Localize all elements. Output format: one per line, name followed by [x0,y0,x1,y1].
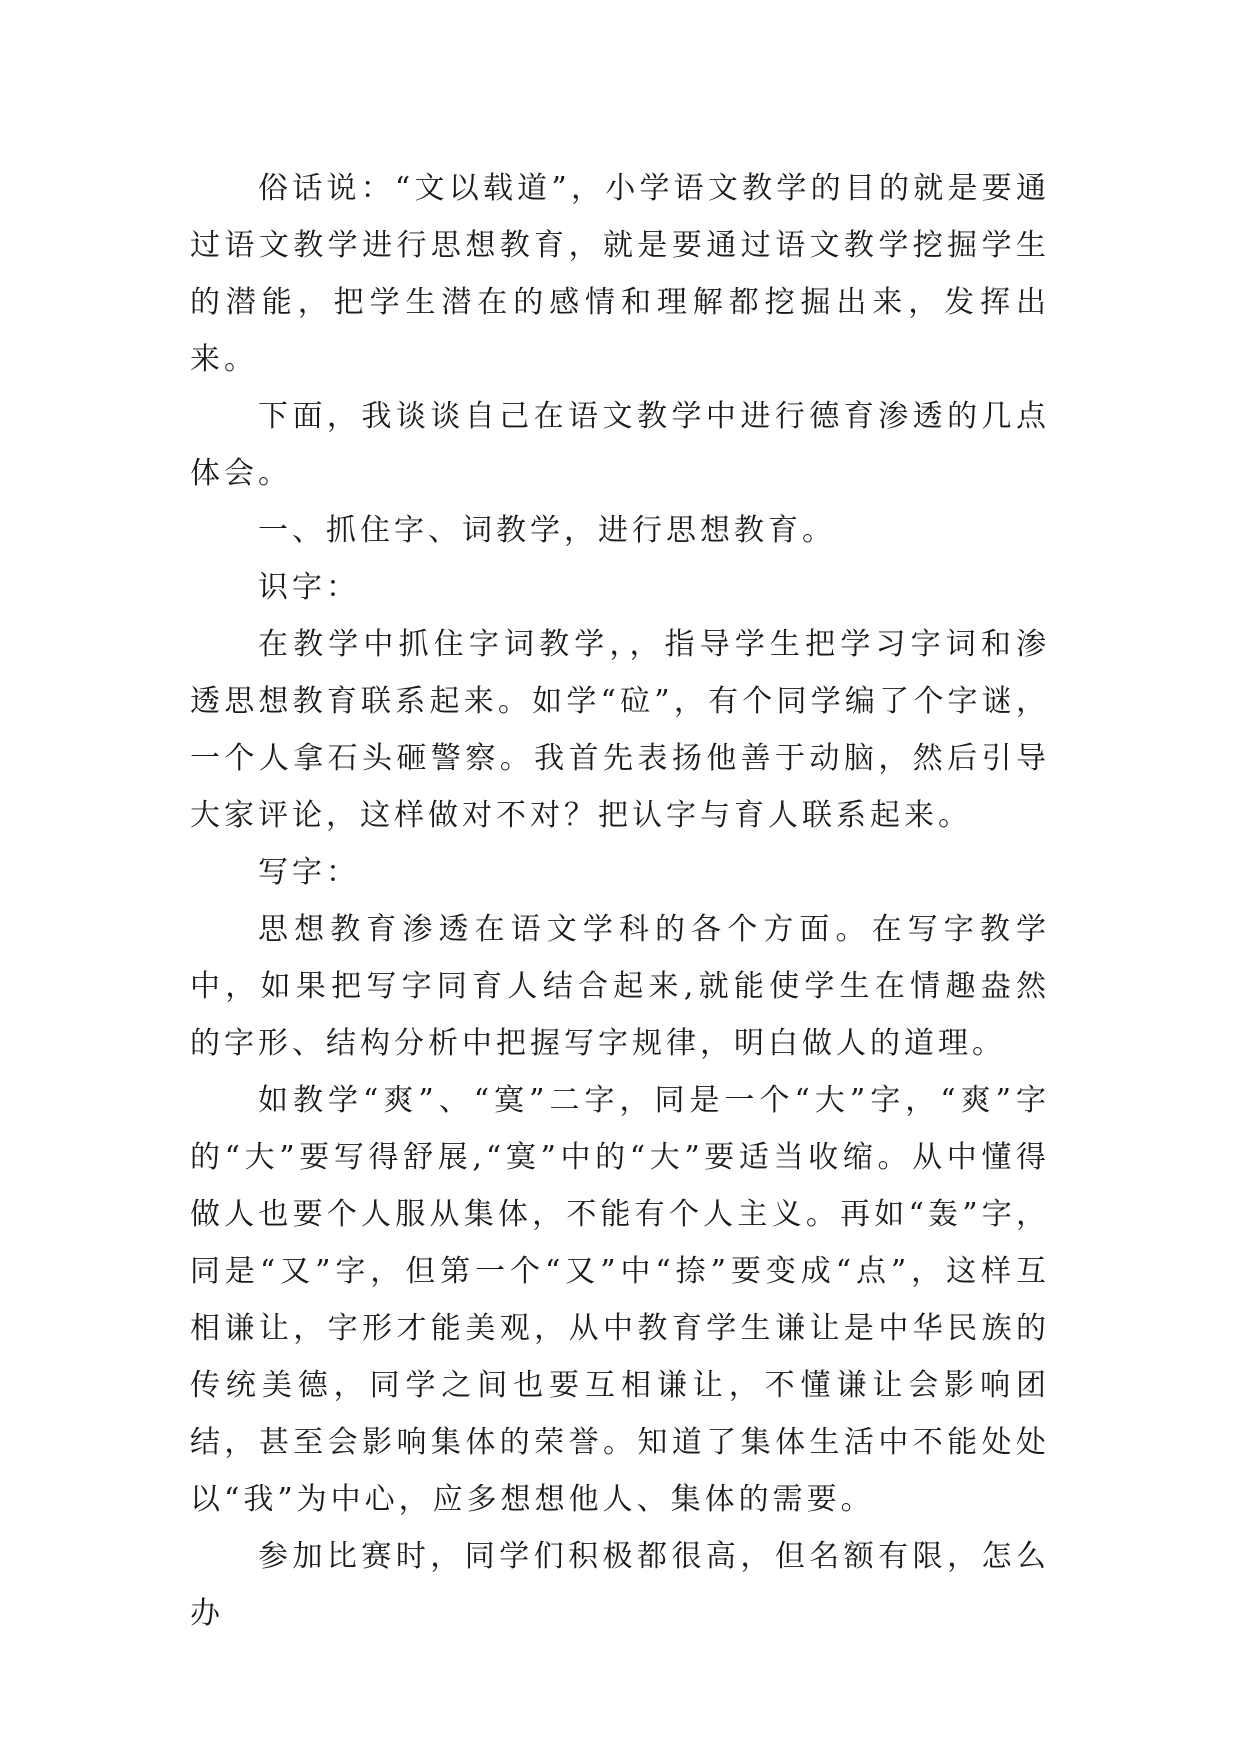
section-heading-1: 一、抓住字、词教学，进行思想教育。 [258,513,836,548]
paragraph-competition: 参加比赛时，同学们积极都很高，但名额有限，怎么办 [190,1539,1050,1631]
paragraph-intro: 俗话说：“文以载道”，小学语文教学的目的就是要通过语文教学进行思想教育，就是要通过语文教学挖掘学生的潜能，把学生潜在的感情和理解都挖掘出来，发挥出来。 [190,171,1050,377]
paragraph-overview: 下面，我谈谈自己在语文教学中进行德育渗透的几点体会。 [190,399,1050,491]
paragraph-writing: 思想教育渗透在语文学科的各个方面。在写字教学中，如果把写字同育人结合起来,就能使学生在情趣盎然的字形、结构分析中把握写字规律，明白做人的道理。 [190,912,1050,1061]
subheading-literacy: 识字： [258,570,360,605]
subheading-writing: 写字： [258,855,360,890]
paragraph-example: 如教学“爽”、“寞”二字，同是一个“大”字，“爽”字的“大”要写得舒展,“寞”中的“大”要适当收缩。从中懂得做人也要个人服从集体，不能有个人主义。再如“轰”字，同是“又”字，但第一个“又”中“捺”要变成“点”，这样互相谦让，字形才能美观，从中教育学生谦让是中华民族的传统美德，同学之间也要互相谦让，不懂谦让会影响团结，甚至会影响集体的荣誉。知道了集体生活中不能处处以“我”为中心，应多想想他人、集体的需要。 [190,1083,1050,1517]
document-body [190,160,1050,1642]
paragraph-literacy: 在教学中抓住字词教学，，指导学生把学习字词和渗透思想教育联系起来。如学“砬”，有个同学编了个字谜，一个人拿石头砸警察。我首先表扬他善于动脑，然后引导大家评论，这样做对不对？把认字与育人联系起来。 [190,627,1050,833]
